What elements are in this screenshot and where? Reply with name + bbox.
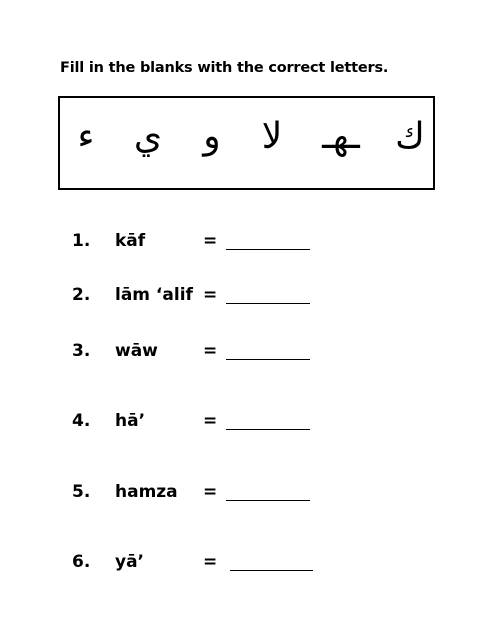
letter-kaf: ك [395,116,425,157]
answer-blank[interactable] [226,429,310,430]
letter-name: hā’ [115,411,146,431]
exercise-item [0,340,494,370]
item-number: 1. [72,231,91,251]
equals-sign: = [203,411,218,431]
exercise-item [0,284,494,314]
equals-sign: = [203,482,218,502]
exercise-item [0,410,494,440]
letter-bank-box [58,96,435,190]
letter-waw: و [203,116,221,157]
item-number: 5. [72,482,91,502]
item-number: 4. [72,411,91,431]
equals-sign: = [203,341,218,361]
answer-blank[interactable] [226,359,310,360]
answer-blank[interactable] [226,249,310,250]
letter-name: kāf [115,231,146,251]
equals-sign: = [203,552,218,572]
item-number: 3. [72,341,91,361]
letter-lam-alif: لا [261,116,283,157]
item-number: 2. [72,285,91,305]
item-number: 6. [72,552,91,572]
letter-hamza: ء [77,116,95,157]
exercise-item [0,481,494,511]
letter-name: yā’ [115,552,145,572]
letter-name: lām ‘alif [115,285,193,305]
equals-sign: = [203,231,218,251]
exercise-item [0,551,494,581]
answer-blank[interactable] [226,500,310,501]
answer-blank[interactable] [230,570,313,571]
letter-ya: ي [133,116,163,157]
equals-sign: = [203,285,218,305]
letter-name: wāw [115,341,158,361]
answer-blank[interactable] [226,303,310,304]
letter-name: hamza [115,482,178,502]
letter-ha: ـهـ [322,116,360,157]
instruction-heading: Fill in the blanks with the correct letters. [60,60,389,76]
exercise-item [0,230,494,260]
